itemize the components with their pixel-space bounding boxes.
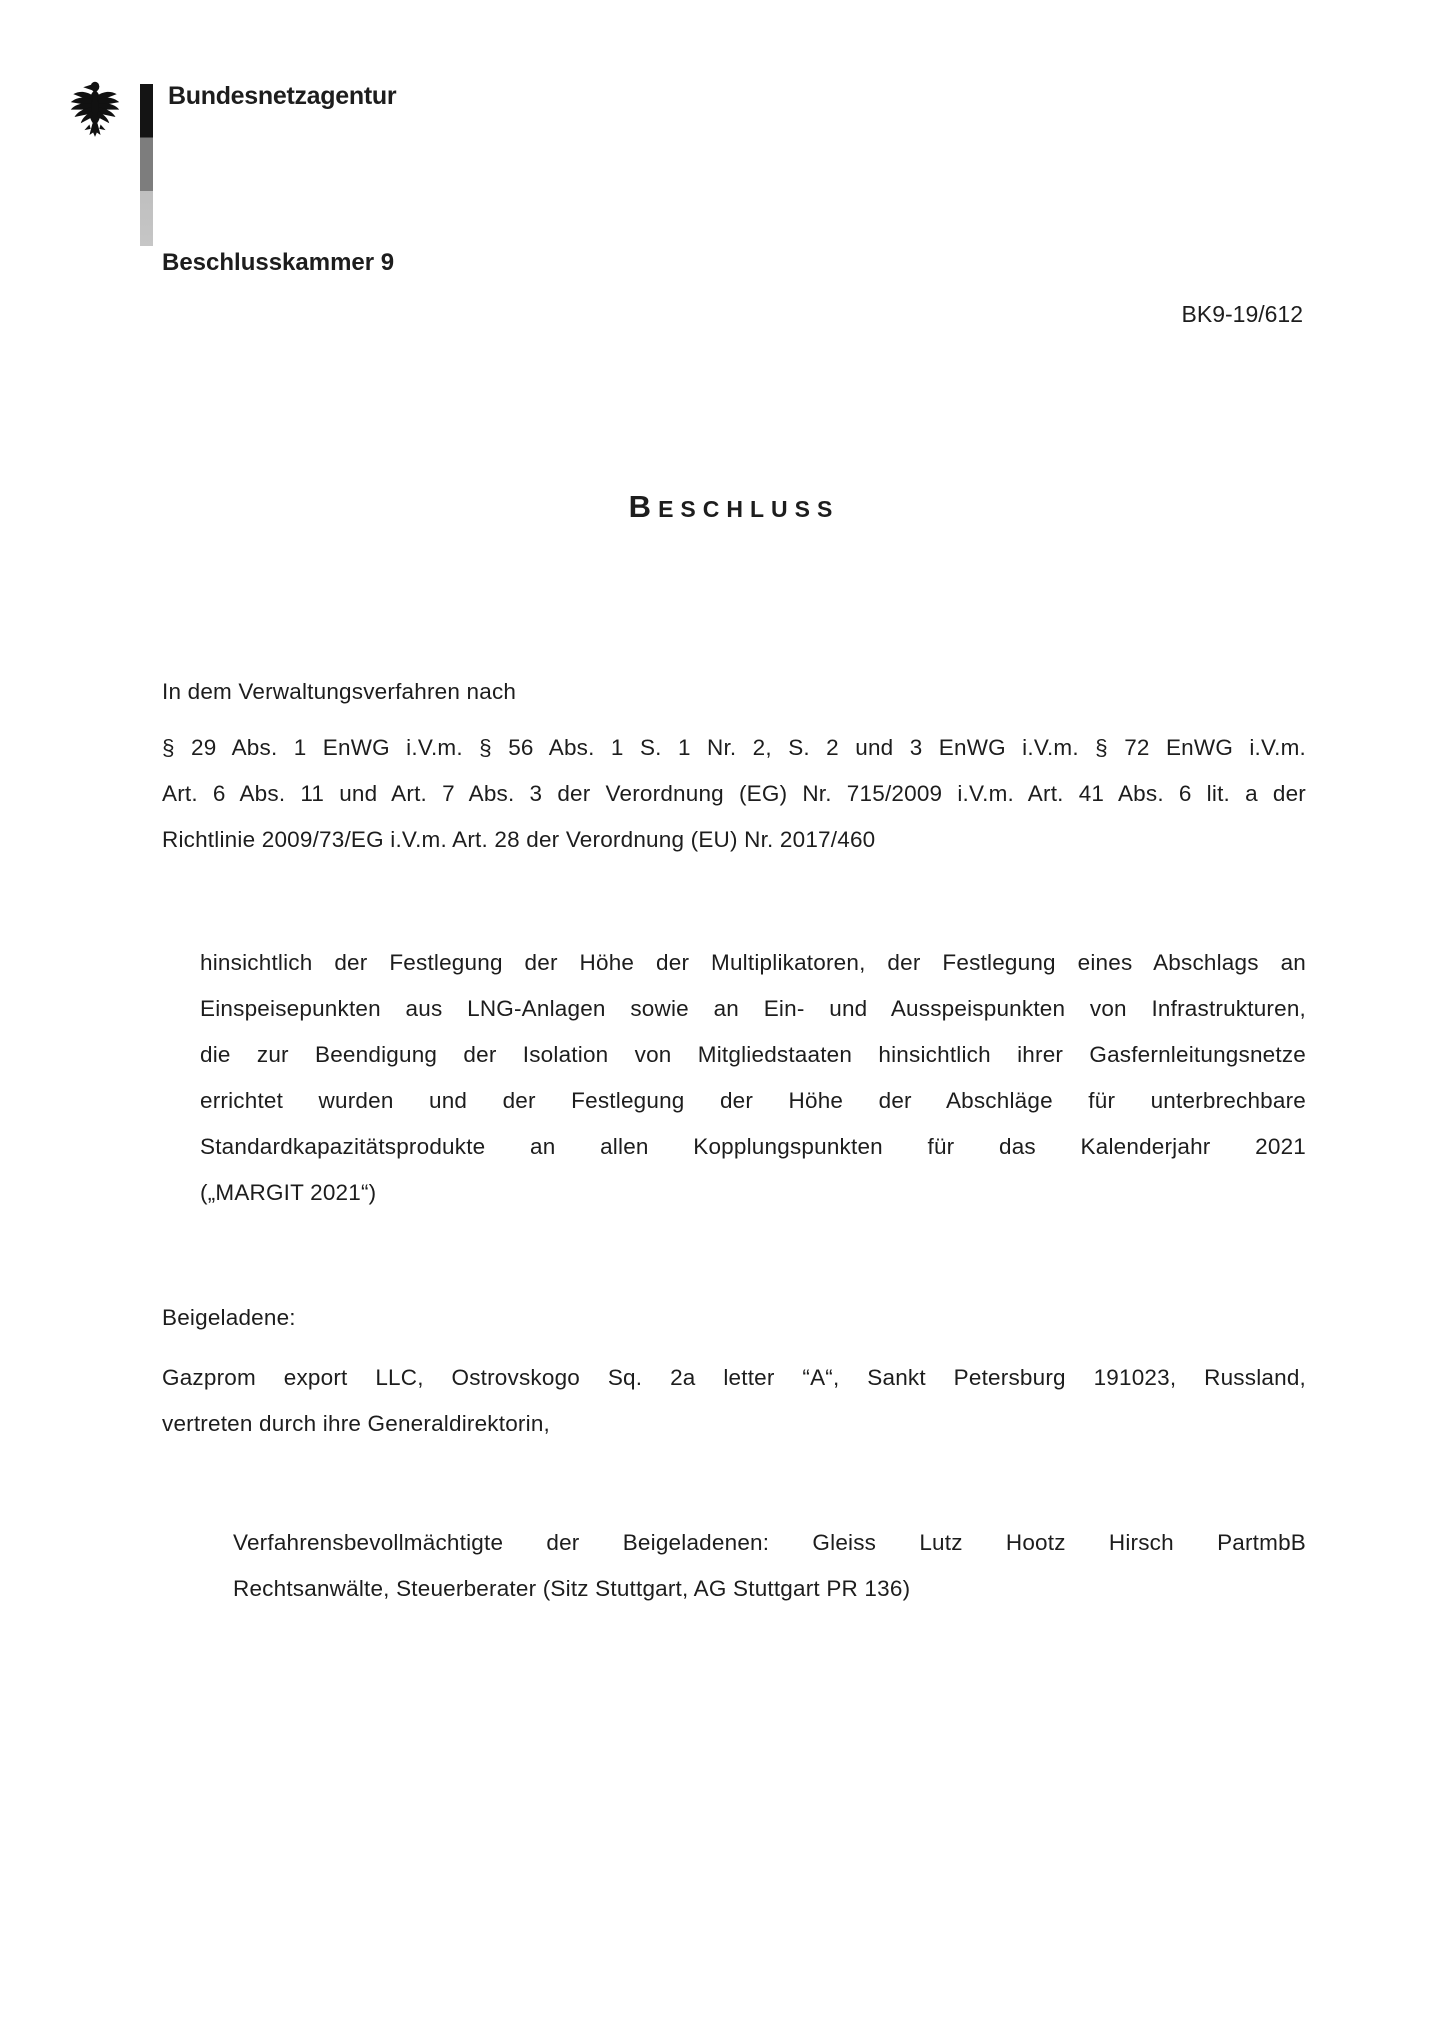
subject-line: hinsichtlich der Festlegung der Höhe der Multiplikatoren, der Festlegung eines Abschlags an: [200, 950, 1306, 975]
representative-paragraph: [233, 1520, 1306, 1612]
federal-eagle-icon: [64, 78, 126, 140]
intro-paragraph: [162, 669, 1306, 715]
subject-paragraph: [200, 940, 1306, 1216]
case-number: BK9-19/612: [1181, 301, 1303, 327]
subject-line: Einspeisepunkten aus LNG-Anlagen sowie an Ein- und Ausspeispunkten von Infrastrukturen,: [200, 996, 1306, 1021]
beigeladene-line: vertreten durch ihre Generaldirektorin,: [162, 1411, 550, 1436]
beigeladene-label-line: Beigeladene:: [162, 1305, 296, 1330]
document-title: BESCHLUSS: [628, 489, 840, 524]
representative-line: Rechtsanwälte, Steuerberater (Sitz Stuttgart, AG Stuttgart PR 136): [233, 1576, 911, 1601]
subject-line: Standardkapazitätsprodukte an allen Kopplungspunkten für das Kalenderjahr 2021: [200, 1134, 1306, 1159]
legal-basis-line: § 29 Abs. 1 EnWG i.V.m. § 56 Abs. 1 S. 1 Nr. 2, S. 2 und 3 EnWG i.V.m. § 72 EnWG i.V.m.: [162, 735, 1306, 760]
org-name: Bundesnetzagentur: [168, 82, 397, 110]
subject-line: die zur Beendigung der Isolation von Mitgliedstaaten hinsichtlich ihrer Gasfernleitungsnetze: [200, 1042, 1306, 1067]
beigeladene-paragraph: [162, 1355, 1306, 1447]
representative-line: Verfahrensbevollmächtigte der Beigeladenen: Gleiss Lutz Hootz Hirsch PartmbB: [233, 1530, 1306, 1555]
legal-basis-line: Art. 6 Abs. 11 und Art. 7 Abs. 3 der Verordnung (EG) Nr. 715/2009 i.V.m. Art. 41 Abs. 6 lit. a der: [162, 781, 1306, 806]
beigeladene-label: [162, 1295, 1306, 1341]
beigeladene-line: Gazprom export LLC, Ostrovskogo Sq. 2a letter “A“, Sankt Petersburg 191023, Russland,: [162, 1365, 1306, 1390]
intro-line: In dem Verwaltungsverfahren nach: [162, 679, 517, 704]
chamber-title: Beschlusskammer 9: [162, 249, 395, 276]
legal-basis-line: Richtlinie 2009/73/EG i.V.m. Art. 28 der Verordnung (EU) Nr. 2017/460: [162, 827, 876, 852]
logo-separator-bar: [140, 84, 153, 246]
subject-line: („MARGIT 2021“): [200, 1180, 377, 1205]
subject-line: errichtet wurden und der Festlegung der Höhe der Abschläge für unterbrechbare: [200, 1088, 1306, 1113]
legal-basis-paragraph: [162, 725, 1306, 863]
